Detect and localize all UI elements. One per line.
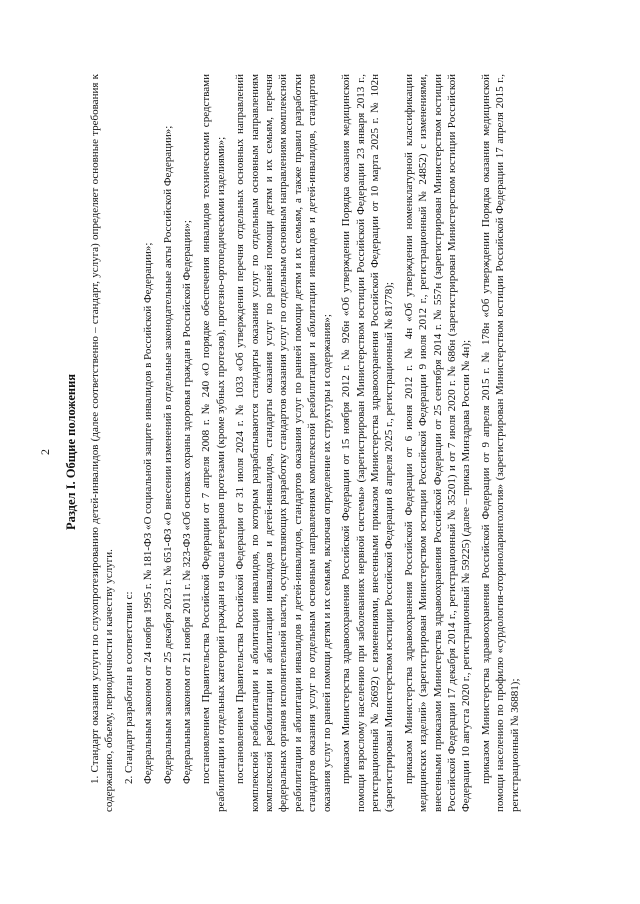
paragraph: 2. Стандарт разработан в соответствии с: [122, 591, 135, 784]
section-title: Раздел I. Общие положения [64, 373, 78, 531]
paragraph: Федеральным законом от 21 ноября 2011 г. № 323-ФЗ «Об основах охраны здоровья граждан в Российской Федерации»; [181, 220, 194, 784]
paragraph: постановлением Правительства Российской Федерации от 31 июля 2024 г. № 1033 «Об утверждении перечня отдельных основных направлений комплексной реабилитации и абилитации инвалидов, по которым разрабатываются стандарты оказания услуг по отдельным основным направлениям комплексной реабилитации и абилитации инвалидов и детей-инвалидов, стандарты оказания услуг по ранней помощи детям и их семьям, перечня федеральных органов исполнительной власти, осуществляющих разработку стандартов оказания услуг по отдельным основным направлениям комплексной реабилитации и абилитации инвалидов и детей-инвалидов, стандартов оказания услуг по ранней помощи детям и их семьям, а также правил разработки стандартов оказания услуг по отдельным основным направлениям комплексной реабилитации и абилитации инвалидов и детей-инвалидов, стандартов оказания услуг по ранней помощи детям и их семьям, включая определение их структуры и содержания»; [234, 74, 333, 812]
document-body [88, 74, 527, 812]
paragraph: приказом Министерства здравоохранения Российской Федерации от 15 ноября 2012 г. № 926н «Об утверждении Порядка оказания медицинской помощи взрослому населению при заболеваниях нервной системы» (зарегистрирован Министерством юстиции Российской Федерации 23 января 2013 г., регистрационный № 26692) с изменениями, внесенными приказом Министерства здравоохранения Российской Федерации от 10 марта 2025 г. № 102н (зарегистрирован Министерством юстиции Российской Федерации 8 апреля 2025 г., регистрационный № 81778); [340, 74, 396, 812]
paragraph: 1. Стандарт оказания услуги по слухопротезированию детей-инвалидов (далее соответственно – стандарт, услуга) определяет основные требования к содержанию, объему, периодичности и качеству услуги. [89, 74, 116, 812]
page-number: 2 [38, 449, 52, 455]
paragraph: постановлением Правительства Российской Федерации от 7 апреля 2008 г. № 240 «О порядке обеспечения инвалидов техническими средствами реабилитации и отдельных категорий граждан из числа ветеранов протезами (кроме зубных протезов), протезно-ортопедическими изделиями»; [200, 74, 227, 812]
paragraph: Федеральным законом от 24 ноября 1995 г. № 181-ФЗ «О социальной защите инвалидов в Российской Федерации»; [142, 242, 155, 784]
paragraph: приказом Министерства здравоохранения Российской Федерации от 6 июня 2012 г. № 4н «Об утверждении номенклатурной классификации медицинских изделий» (зарегистрирован Министерством юстиции Российской Федерации 9 июля 2012 г., регистрационный № 24852) с изменениями, внесенными приказами Министерства здравоохранения Российской Федерации от 25 сентября 2014 г. № 557н (зарегистрирован Министерством юстиции Российской Федерации 17 декабря 2014 г., регистрационный № 35201) и от 7 июля 2020 г. № 686н (зарегистрирован Министерством юстиции Российской Федерации 10 августа 2020 г., регистрационный № 59225) (далее – приказ Минздрава России № 4н); [402, 74, 473, 812]
paragraph: приказом Министерства здравоохранения Российской Федерации от 9 апреля 2015 г. № 178н «Об утверждении Порядка оказания медицинской помощи населению по профилю «сурдология-оториноларингология» (зарегистрирован Министерством юстиции Российской Федерации 17 апреля 2015 г., регистрационный № 36881); [479, 74, 521, 812]
paragraph: Федеральным законом от 25 декабря 2023 г. № 651-ФЗ «О внесении изменений в отдельные законодательные акты Российской Федерации»; [161, 125, 174, 784]
